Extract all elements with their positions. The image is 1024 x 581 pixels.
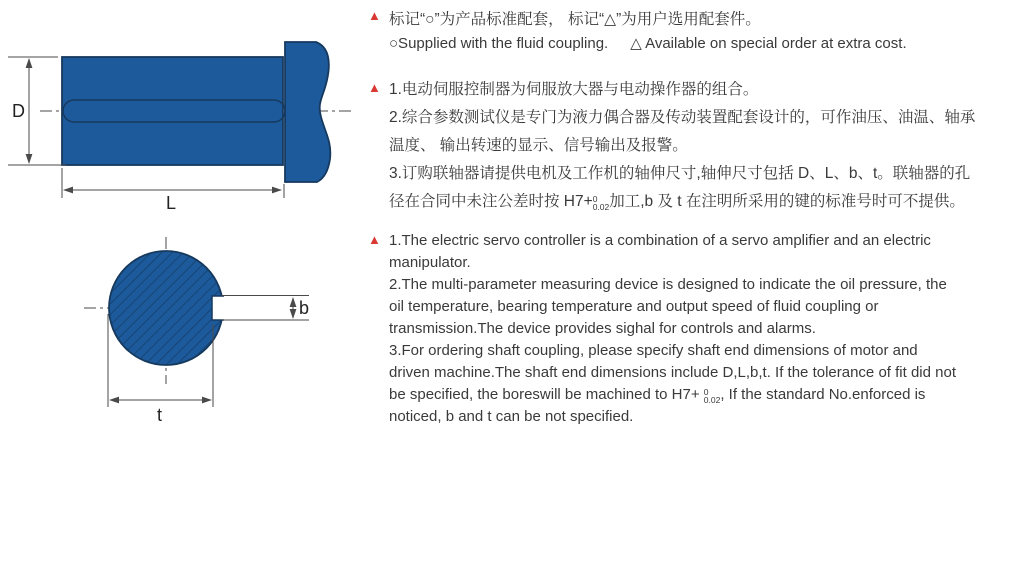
tolerance-pre: 径在合同中未注公差时按 H7+ — [389, 193, 593, 210]
note-en-line-5: transmission.The device provides sighal for controls and alarms. — [389, 320, 816, 337]
dim-label-t: t — [157, 405, 163, 425]
tolerance-post: 加工,b 及 t 在注明所采用的键的标准号时可不提供。 — [609, 193, 965, 210]
note-en-line-9: noticed, b and t can be not specified. — [389, 408, 634, 425]
triangle-marker-icon: ▲ — [368, 8, 381, 23]
keyway-notch-cutout — [212, 296, 229, 320]
shaft-technical-drawing — [0, 0, 365, 440]
notes-zh-block — [368, 76, 1019, 216]
tolerance-post: , If the standard No.enforced is — [720, 386, 926, 403]
note-en-line-2: manipulator. — [389, 254, 471, 271]
note-zh-line-5 — [389, 188, 1019, 216]
note-en-line-4: oil temperature, bearing temperature and output speed of fluid coupling or — [389, 298, 879, 315]
dim-label-l: L — [166, 193, 177, 213]
legend-line-en — [389, 32, 1019, 56]
tolerance-upper: 0 — [703, 387, 709, 397]
note-zh-line-4: 3.订购联轴器请提供电机及工作机的轴伸尺寸,轴伸尺寸包括 D、L、b、t。联轴器的孔 — [389, 165, 971, 182]
note-zh-line-3: 温度、 输出转速的显示、信号输出及报警。 — [389, 137, 688, 154]
note-en-line-8 — [389, 384, 1019, 406]
note-en-line-1: 1.The electric servo controller is a combination of a servo amplifier and an electric — [389, 232, 931, 249]
tolerance-stack — [593, 195, 610, 211]
triangle-marker-icon: ▲ — [368, 80, 381, 95]
note-en-line-3: 2.The multi-parameter measuring device is designed to indicate the oil pressure, the — [389, 276, 947, 293]
note-en-line-7: driven machine.The shaft end dimensions include D,L,b,t. If the tolerance of fit did not — [389, 364, 956, 381]
legend-line-zh: 标记“○”为产品标准配套， 标记“△”为用户选用配套件。 — [389, 11, 761, 28]
shaft-side-view — [8, 42, 353, 213]
tolerance-pre: be specified, the boreswill be machined to H7+ — [389, 386, 704, 403]
coupling-hub-break — [285, 42, 330, 182]
tolerance-lower: 0.02 — [703, 395, 721, 405]
shaft-body — [62, 57, 283, 165]
tolerance-stack — [704, 388, 721, 404]
tolerance-upper: 0 — [592, 194, 598, 204]
legend-block — [368, 8, 1019, 56]
notes-en-block — [368, 230, 1019, 428]
note-en-line-6: 3.For ordering shaft coupling, please specify shaft end dimensions of motor and — [389, 342, 918, 359]
note-zh-line-2: 2.综合参数测试仪是专门为液力偶合器及传动装置配套设计的，可作油压、油温、轴承 — [389, 109, 976, 126]
legend-supplied: ○Supplied with the fluid coupling. — [389, 35, 609, 52]
tolerance-lower: 0.02 — [592, 202, 610, 212]
shaft-section-circle — [109, 251, 223, 365]
shaft-cross-section — [84, 237, 309, 425]
legend-optional: △ Available on special order at extra cost. — [630, 35, 907, 52]
dim-label-d: D — [12, 101, 25, 121]
triangle-marker-icon: ▲ — [368, 232, 381, 247]
note-zh-line-1: 1.电动伺服控制器为伺服放大器与电动操作器的组合。 — [389, 81, 759, 98]
dim-label-b: b — [299, 298, 310, 318]
